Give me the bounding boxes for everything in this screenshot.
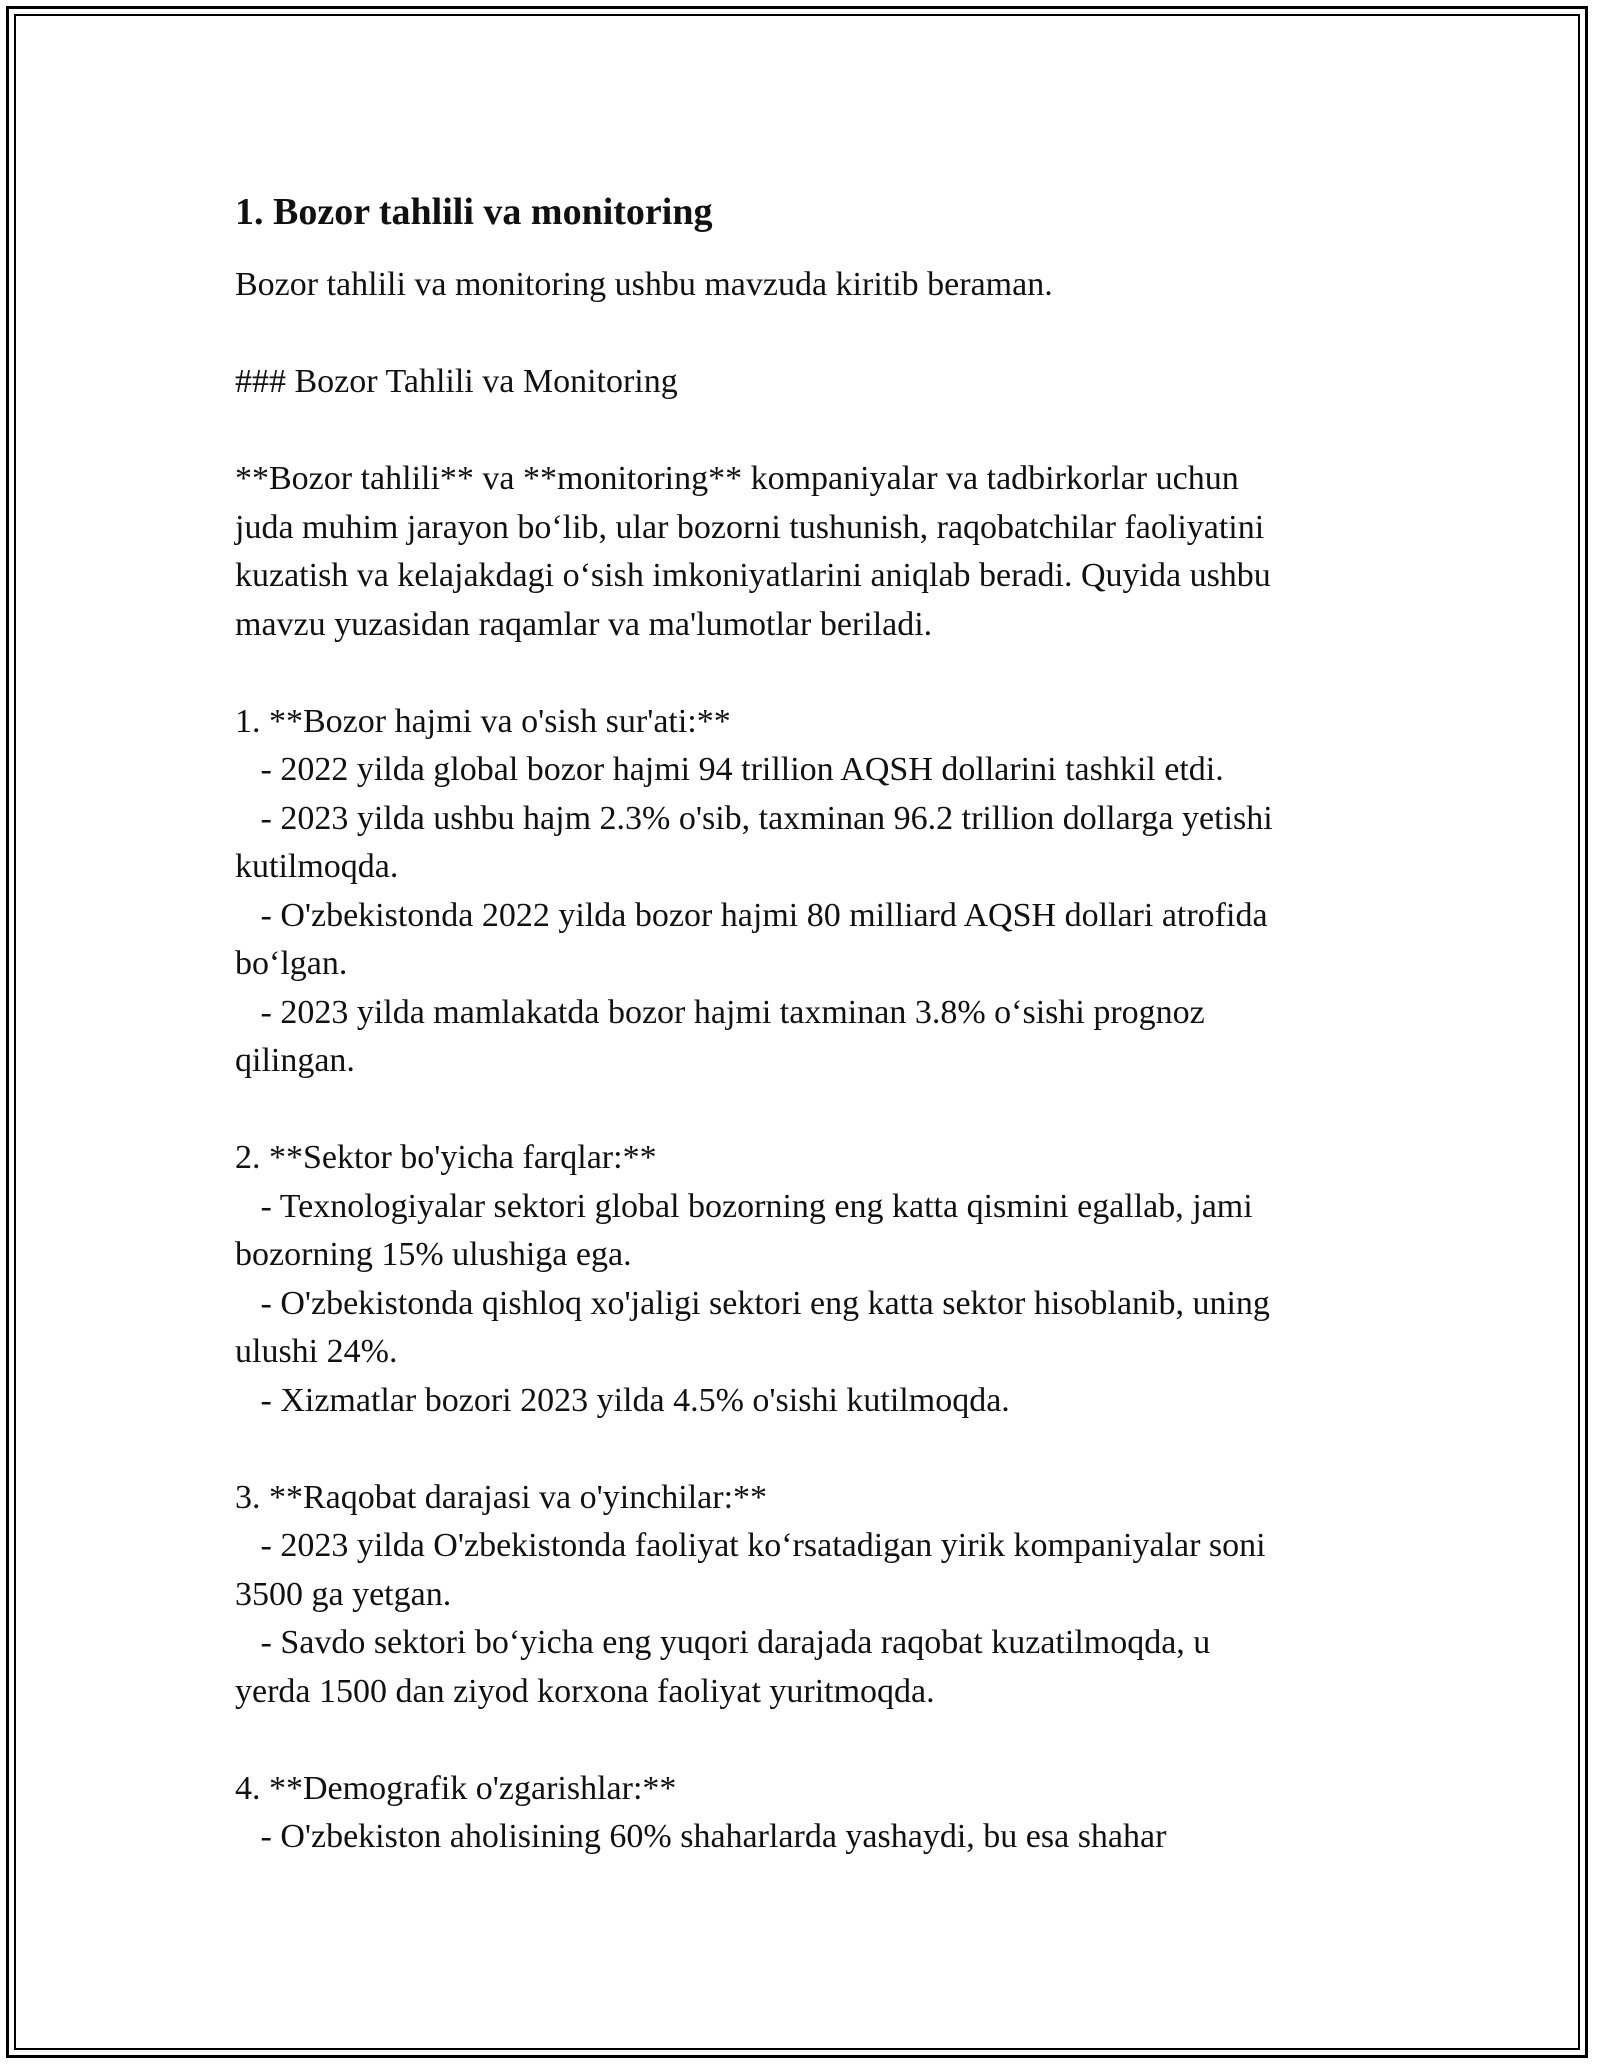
text-line: - Xizmatlar bozori 2023 yilda 4.5% o'sishi kutilmoqda. xyxy=(235,1381,1010,1419)
blank-line xyxy=(235,1425,1365,1474)
text-line: - 2023 yilda ushbu hajm 2.3% o'sib, taxminan 96.2 trillion dollarga yetishi xyxy=(235,799,1273,837)
text-line: ### Bozor Tahlili va Monitoring xyxy=(235,363,678,400)
blank-line xyxy=(235,407,1365,456)
text-line: ulushi 24%. xyxy=(235,1333,398,1370)
text-line: - Savdo sektori bo‘yicha eng yuqori darajada raqobat kuzatilmoqda, u xyxy=(235,1624,1211,1661)
text-line: 3500 ga yetgan. xyxy=(235,1575,452,1613)
text-line: kutilmoqda. xyxy=(235,848,399,885)
document-body xyxy=(235,261,1365,1862)
text-line: **Bozor tahlili** va **monitoring** kompaniyalar va tadbirkorlar uchun xyxy=(235,460,1239,497)
text-line: - 2023 yilda O'zbekistonda faoliyat ko‘rsatadigan yirik kompaniyalar soni xyxy=(235,1527,1266,1564)
document-content xyxy=(235,187,1365,1862)
blank-line xyxy=(235,649,1365,698)
text-line: qilingan. xyxy=(235,1042,355,1079)
blank-line xyxy=(235,1716,1365,1765)
text-line: 4. **Demografik o'zgarishlar:** xyxy=(235,1769,677,1807)
text-line: mavzu yuzasidan raqamlar va ma'lumotlar beriladi. xyxy=(235,605,933,643)
text-line: 2. **Sektor bo'yicha farqlar:** xyxy=(235,1139,657,1176)
text-line: - O'zbekistonda 2022 yilda bozor hajmi 80 milliard AQSH dollari atrofida xyxy=(235,896,1268,934)
text-line: - 2023 yilda mamlakatda bozor hajmi taxminan 3.8% o‘sishi prognoz xyxy=(235,993,1205,1031)
section-heading: 1. Bozor tahlili va monitoring xyxy=(235,191,713,233)
text-line: - Texnologiyalar sektori global bozorning eng katta qismini egallab, jami xyxy=(235,1187,1253,1225)
text-line: - O'zbekiston aholisining 60% shaharlarda yashaydi, bu esa shahar xyxy=(235,1818,1167,1855)
text-line: - 2022 yilda global bozor hajmi 94 trillion AQSH dollarini tashkil etdi. xyxy=(235,751,1224,788)
text-line: 3. **Raqobat darajasi va o'yinchilar:** xyxy=(235,1478,768,1516)
blank-line xyxy=(235,1086,1365,1135)
text-line: bo‘lgan. xyxy=(235,945,348,982)
text-line: kuzatish va kelajakdagi o‘sish imkoniyatlarini aniqlab beradi. Quyida ushbu xyxy=(235,557,1271,594)
text-line: - O'zbekistonda qishloq xo'jaligi sektori eng katta sektor hisoblanib, uning xyxy=(235,1284,1270,1322)
text-line: 1. **Bozor hajmi va o'sish sur'ati:** xyxy=(235,702,731,740)
blank-line xyxy=(235,310,1365,359)
text-line: Bozor tahlili va monitoring ushbu mavzuda kiritib beraman. xyxy=(235,266,1053,303)
text-line: bozorning 15% ulushiga ega. xyxy=(235,1236,632,1273)
text-line: yerda 1500 dan ziyod korxona faoliyat yuritmoqda. xyxy=(235,1672,935,1710)
text-line: juda muhim jarayon bo‘lib, ular bozorni tushunish, raqobatchilar faoliyatini xyxy=(235,508,1265,546)
